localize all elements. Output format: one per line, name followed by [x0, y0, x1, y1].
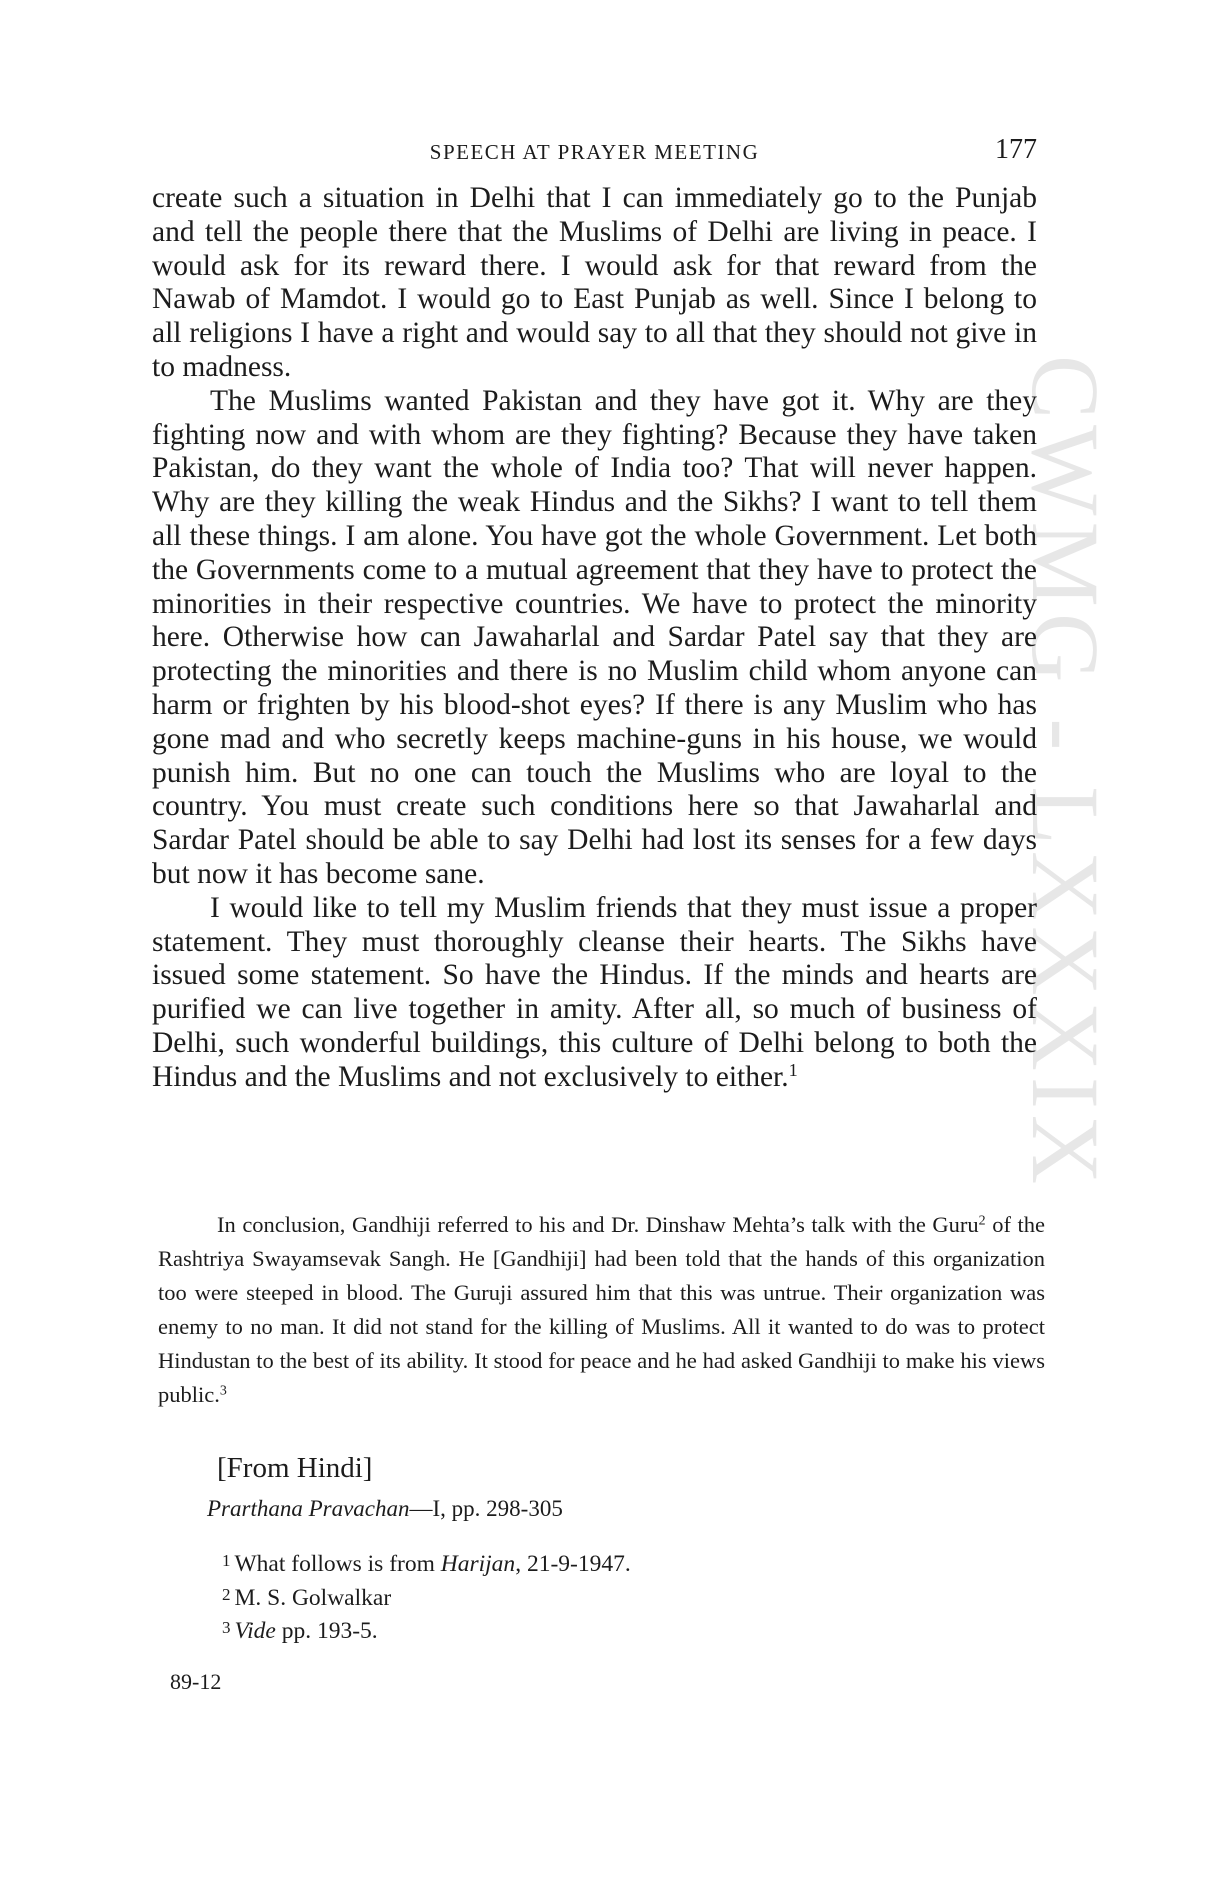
- footnote-number: 1: [222, 1551, 231, 1570]
- paragraph-3-text: I would like to tell my Muslim friends that they must issue a proper statement. They must thoroughly cleanse their hearts. The Sikhs have issued some statement. So have the Hindus. If the minds and hearts are purified we can live together in amity. After all, so much of business of Delhi, such wonderful buildings, this culture of Delhi belong to both the Hindus and the Muslims and not exclusively to either.: [152, 891, 1037, 1093]
- footnote-2: [222, 1580, 631, 1614]
- source-pages: —I, pp. 298-305: [409, 1496, 563, 1521]
- footnote-3: [222, 1613, 631, 1647]
- footnote-text-end: , 21-9-1947.: [515, 1551, 631, 1577]
- body-text: [152, 182, 1037, 1095]
- paragraph-1: create such a situation in Delhi that I can immediately go to the Punjab and tell the people there that the Muslims of Delhi are living in peace. I would ask for its reward there. I would ask for that reward from the Nawab of Mamdot. I would go to East Punjab as well. Since I belong to all religions I have a right and would say to all that they should not give in to madness.: [152, 182, 1037, 383]
- summary-text-2: of the Rashtriya Swayamsevak Sangh. He [Gandhiji] had been told that the hands of this organization too were steeped in blood. The Guruji assured him that this was untrue. Their organization was enemy to no man. It did not stand for the killing of Muslims. All it wanted to do was to protect Hindustan to the best of its ability. It stood for peace and he had asked Gandhiji to make his views public.: [158, 1212, 1046, 1407]
- running-title: SPEECH AT PRAYER MEETING: [429, 140, 760, 164]
- footnote-number: 2: [222, 1584, 231, 1604]
- signature-mark: 89-12: [170, 1669, 222, 1694]
- summary-text-1: In conclusion, Gandhiji referred to his and Dr. Dinshaw Mehta’s talk with the Guru: [217, 1212, 979, 1237]
- footnote-text: M. S. Golwalkar: [234, 1584, 392, 1611]
- source-reference: [207, 1496, 563, 1522]
- source-language: [From Hindi]: [217, 1452, 373, 1484]
- paragraph-2: The Muslims wanted Pakistan and they have got it. Why are they fighting now and with whom are they fighting? Because they have taken Pakistan, do they want the whole of India too? That will never happen. Why are they killing the weak Hindus and the Sikhs? I want to tell them all these things. I am alone. You have got the whole Government. Let both the Governments come to a mutual agreement that they have to protect the minorities in their respective countries. We have to protect the minority here. Otherwise how can Jawaharlal and Sardar Patel say that they are protecting the minorities and there is no Muslim child whom anyone can harm or frighten by his blood-shot eyes? If there is any Muslim who has gone mad and who secretly keeps machine-guns in his house, we would punish him. But no one can touch the Muslims who are loyal to the country. You must create such conditions here so that Jawaharlal and Sardar Patel should be able to say Delhi had lost its senses for a few days but now it has become sane.: [152, 384, 1037, 890]
- footnote-ref-2: 2: [978, 1213, 986, 1229]
- footnote-ref-3: 3: [219, 1383, 227, 1399]
- footnote-text-end: pp. 193-5.: [275, 1618, 378, 1644]
- page-number: 177: [995, 134, 1037, 165]
- running-head: [152, 134, 1037, 174]
- footnote-italic: Vide: [234, 1618, 276, 1644]
- footnote-text: What follows is from: [234, 1551, 441, 1577]
- source-title: Prarthana Pravachan: [207, 1496, 410, 1521]
- footnotes: [222, 1546, 631, 1647]
- footnote-number: 3: [222, 1618, 231, 1637]
- summary-paragraph: [158, 1208, 1045, 1412]
- footnote-1: [222, 1546, 631, 1580]
- footnote-italic: Harijan: [440, 1551, 516, 1577]
- footnote-ref-1: 1: [788, 1059, 798, 1080]
- paragraph-3: [152, 892, 1037, 1095]
- watermark-text: CWMG - LXXXIX: [1012, 355, 1119, 1191]
